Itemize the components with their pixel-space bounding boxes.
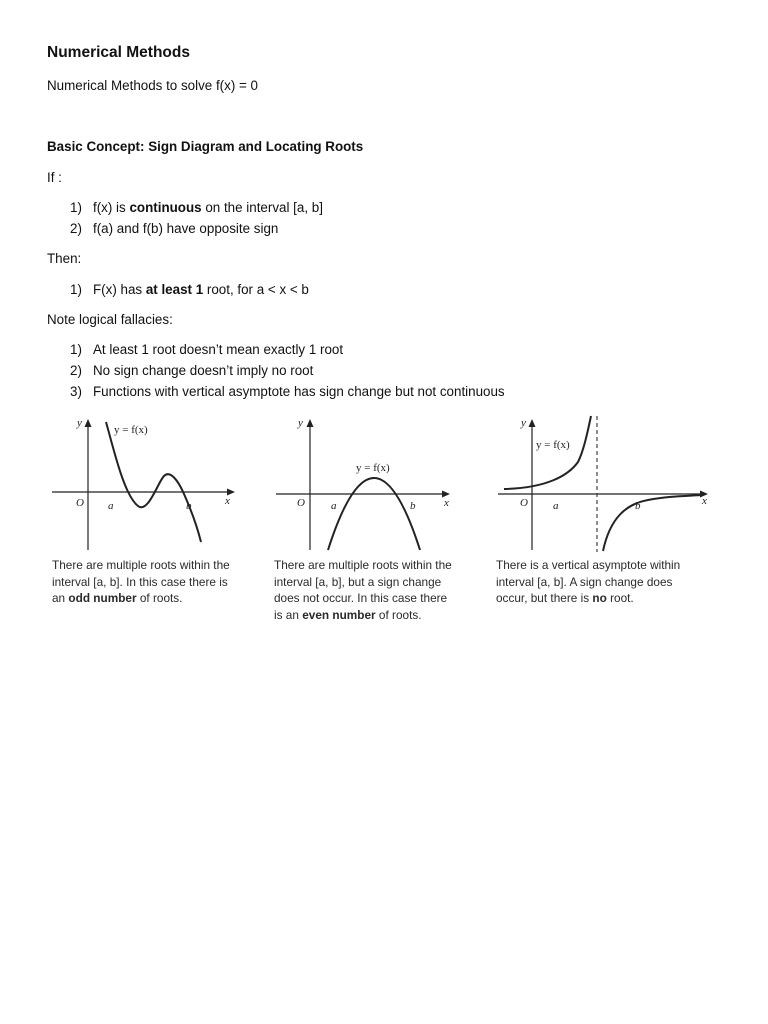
page-title: Numerical Methods bbox=[47, 44, 190, 61]
list-number: 1) bbox=[70, 342, 82, 357]
x-axis-label: x bbox=[444, 497, 449, 509]
b-label: b bbox=[186, 500, 192, 512]
page-subtitle: Numerical Methods to solve f(x) = 0 bbox=[47, 78, 258, 93]
a-label: a bbox=[331, 500, 337, 512]
y-axis-label: y bbox=[298, 417, 303, 429]
origin-label: O bbox=[76, 497, 84, 509]
caption-line: There are multiple roots within the bbox=[52, 558, 230, 572]
figure-even-roots bbox=[274, 410, 484, 622]
x-axis-label: x bbox=[225, 495, 230, 507]
a-label: a bbox=[108, 500, 114, 512]
section-heading: Basic Concept: Sign Diagram and Locating Roots bbox=[47, 139, 364, 154]
list-number: 1) bbox=[70, 200, 82, 215]
b-label: b bbox=[635, 500, 641, 512]
curve bbox=[328, 478, 420, 550]
a-label: a bbox=[553, 500, 559, 512]
y-axis-label: y bbox=[77, 417, 82, 429]
graph-parabola bbox=[274, 410, 484, 555]
y-axis-label: y bbox=[521, 417, 526, 429]
y-axis-arrow bbox=[307, 419, 314, 427]
figure-no-root bbox=[496, 410, 718, 605]
emphasis: at least 1 bbox=[145, 282, 204, 297]
list-number: 3) bbox=[70, 384, 82, 399]
caption-line: interval [a, b], but a sign change bbox=[274, 574, 442, 589]
figure-odd-roots bbox=[52, 410, 262, 605]
curve-right-branch bbox=[603, 495, 702, 551]
curve-label: y = f(x) bbox=[536, 439, 570, 451]
origin-label: O bbox=[297, 497, 305, 509]
list-number: 2) bbox=[70, 221, 82, 236]
origin-label: O bbox=[520, 497, 528, 509]
caption-line: does not occur. In this case there bbox=[274, 591, 448, 605]
caption-line: occur, but there is no root. bbox=[496, 591, 634, 605]
list-text: No sign change doesn’t imply no root bbox=[93, 363, 314, 378]
emphasis: even number bbox=[302, 607, 376, 622]
caption-line: an odd number of roots. bbox=[52, 591, 183, 605]
curve-label: y = f(x) bbox=[356, 462, 390, 474]
then-label: Then: bbox=[47, 251, 82, 266]
list-text: f(a) and f(b) have opposite sign bbox=[93, 221, 279, 236]
b-label: b bbox=[410, 500, 416, 512]
curve-left-branch bbox=[504, 416, 591, 489]
caption-line: interval [a, b]. A sign change does bbox=[496, 574, 673, 589]
curve-label: y = f(x) bbox=[114, 424, 148, 436]
note-label: Note logical fallacies: bbox=[47, 312, 173, 327]
caption-line: is an even number of roots. bbox=[274, 607, 422, 622]
caption-line: interval [a, b]. In this case there is bbox=[52, 574, 228, 589]
graph-asymptote bbox=[496, 410, 718, 555]
y-axis-arrow bbox=[85, 419, 92, 427]
list-text: At least 1 root doesn’t mean exactly 1 root bbox=[93, 342, 344, 357]
emphasis: odd number bbox=[68, 591, 137, 605]
if-label: If : bbox=[47, 170, 62, 185]
list-text: Functions with vertical asymptote has sign change but not continuous bbox=[93, 384, 505, 399]
caption-line: There are multiple roots within the bbox=[274, 558, 452, 572]
list-number: 1) bbox=[70, 282, 82, 297]
curve bbox=[106, 422, 201, 542]
caption-line: There is a vertical asymptote within bbox=[496, 558, 681, 572]
list-number: 2) bbox=[70, 363, 82, 378]
y-axis-arrow bbox=[529, 419, 536, 427]
list-text: F(x) has at least 1 root, for a < x < b bbox=[93, 282, 309, 297]
list-text: f(x) is continuous on the interval [a, b] bbox=[93, 200, 323, 215]
graph-cubic bbox=[52, 410, 262, 555]
emphasis: continuous bbox=[129, 200, 202, 215]
x-axis-label: x bbox=[702, 495, 707, 507]
emphasis: no bbox=[592, 591, 607, 605]
